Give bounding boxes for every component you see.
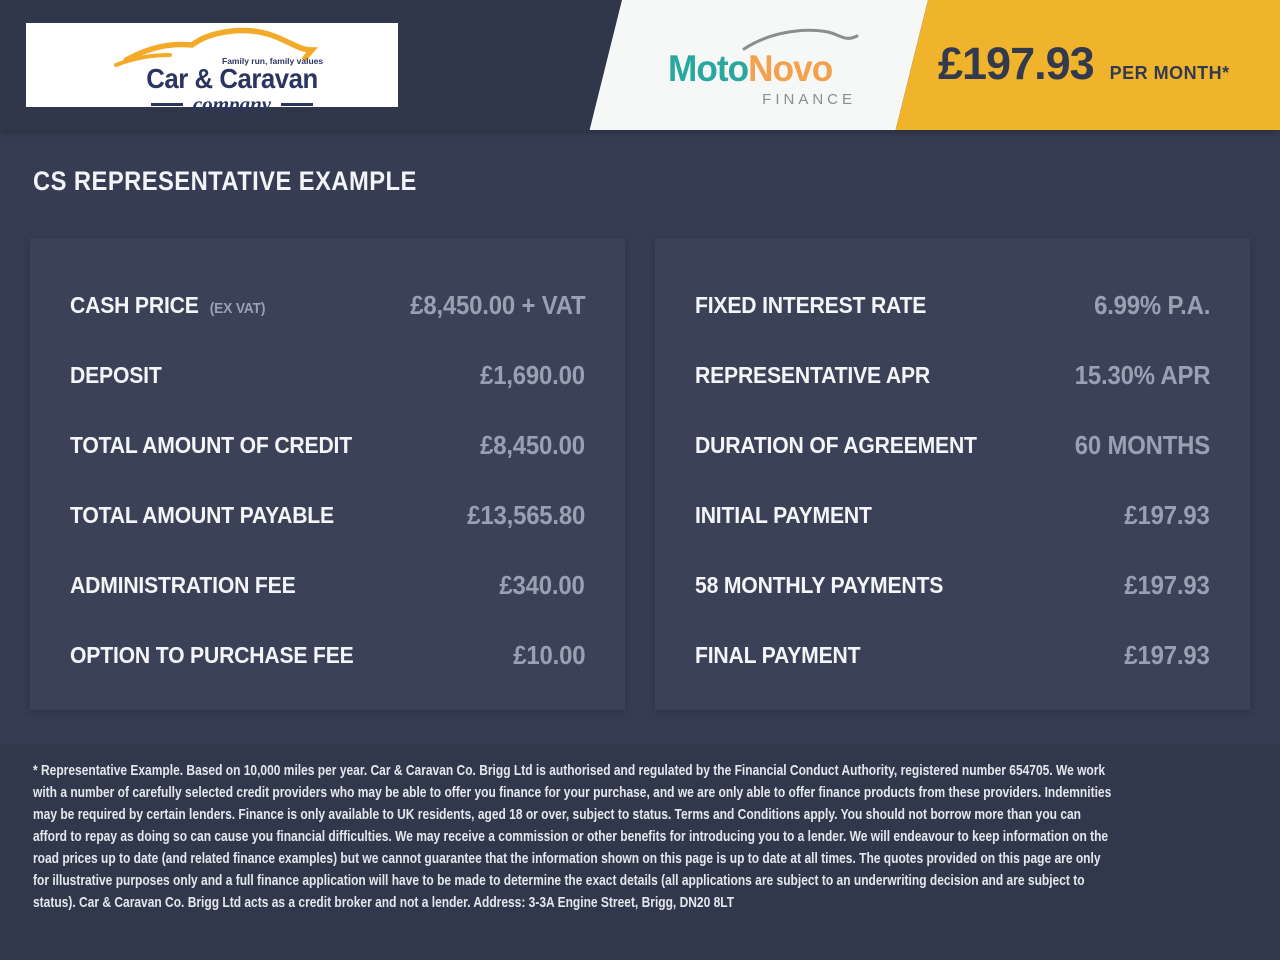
row-label: TOTAL AMOUNT OF CREDIT: [70, 431, 352, 458]
row-apr: [655, 340, 1250, 410]
row-value: £8,450.00 + VAT: [409, 289, 585, 320]
disclaimer-text: * Representative Example. Based on 10,000 miles per year. Car & Caravan Co. Brigg Ltd is authorised and regulated by the Financial Conduct Authority, registered number 654705. We work with a number of carefully selected credit providers who may be able to offer you finance for your purchase, and we are only able to offer finance products from these providers. Indemnities may be required by certain lenders. Finance is only available to UK residents, aged 18 or over, subject to status. Terms and Conditions apply. You should not borrow more than you can afford to repay as doing so can cause you financial difficulties. We may receive a commission or other benefits for introducing you to a lender. We will endeavour to keep information on the road prices up to date (and related finance examples) but we cannot guarantee that the information shown on this page is up to date at all times. The quotes provided on this page are only for illustrative purposes only and a full finance application will have to be made to determine the exact details (all applications are subject to an underwriting decision and are subject to status). Car & Caravan Co. Brigg Ltd acts as a credit broker and not a lender. Address: 3-3A Engine Street, Brigg, DN20 8LT: [33, 762, 1112, 911]
logo-dash-right: [281, 103, 313, 106]
finance-panel-left: [30, 238, 625, 710]
row-label-note: (EX VAT): [209, 299, 266, 317]
page-title: CS REPRESENTATIVE EXAMPLE: [33, 166, 417, 196]
row-monthly-payments: [655, 550, 1250, 620]
row-value: £197.93: [1124, 569, 1210, 600]
row-cash-price: [30, 270, 625, 340]
row-value: 6.99% P.A.: [1093, 289, 1210, 320]
row-label: ADMINISTRATION FEE: [70, 571, 296, 598]
row-label: TOTAL AMOUNT PAYABLE: [70, 501, 334, 528]
row-label: FIXED INTEREST RATE: [695, 291, 927, 318]
row-label: 58 MONTHLY PAYMENTS: [695, 571, 944, 598]
row-total-credit: [30, 410, 625, 480]
row-value: £197.93: [1124, 499, 1210, 530]
finance-logo: [668, 26, 864, 108]
row-label: CASH PRICE (EX VAT): [70, 291, 266, 318]
row-label: REPRESENTATIVE APR: [695, 361, 930, 388]
row-duration: [655, 410, 1250, 480]
row-value: £197.93: [1124, 639, 1210, 670]
row-label: FINAL PAYMENT: [695, 641, 861, 668]
row-value: £340.00: [499, 569, 585, 600]
row-value: 60 MONTHS: [1074, 429, 1210, 460]
row-value: £10.00: [512, 639, 585, 670]
row-initial-payment: [655, 480, 1250, 550]
row-value: £1,690.00: [480, 359, 585, 390]
dealer-subname: company: [112, 92, 352, 117]
row-value: £13,565.80: [467, 499, 585, 530]
finance-logo-brand: MotoNovo: [668, 48, 833, 89]
row-label: INITIAL PAYMENT: [695, 501, 872, 528]
logo-dash-left: [151, 103, 183, 106]
row-fixed-rate: [655, 270, 1250, 340]
row-deposit: [30, 340, 625, 410]
dealer-name: Car & Caravan: [146, 63, 318, 94]
row-total-payable: [30, 480, 625, 550]
header-banner: [0, 0, 1280, 130]
row-final-payment: [655, 620, 1250, 690]
row-admin-fee: [30, 550, 625, 620]
row-value: 15.30% APR: [1074, 359, 1210, 390]
row-label: DURATION OF AGREEMENT: [695, 431, 977, 458]
finance-logo-subtext: FINANCE: [762, 91, 856, 108]
finance-panel-right: [655, 238, 1250, 710]
dealer-tagline: Family run, family values: [222, 56, 324, 66]
price-amount: £197.93: [938, 38, 1094, 89]
row-label: DEPOSIT: [70, 361, 162, 388]
footer-disclaimer-band: [0, 744, 1280, 960]
row-value: £8,450.00: [480, 429, 585, 460]
monthly-price: [938, 0, 1230, 128]
dealer-logo: [26, 23, 398, 116]
price-suffix: PER MONTH*: [1109, 62, 1230, 83]
row-option-fee: [30, 620, 625, 690]
row-label: OPTION TO PURCHASE FEE: [70, 641, 354, 668]
